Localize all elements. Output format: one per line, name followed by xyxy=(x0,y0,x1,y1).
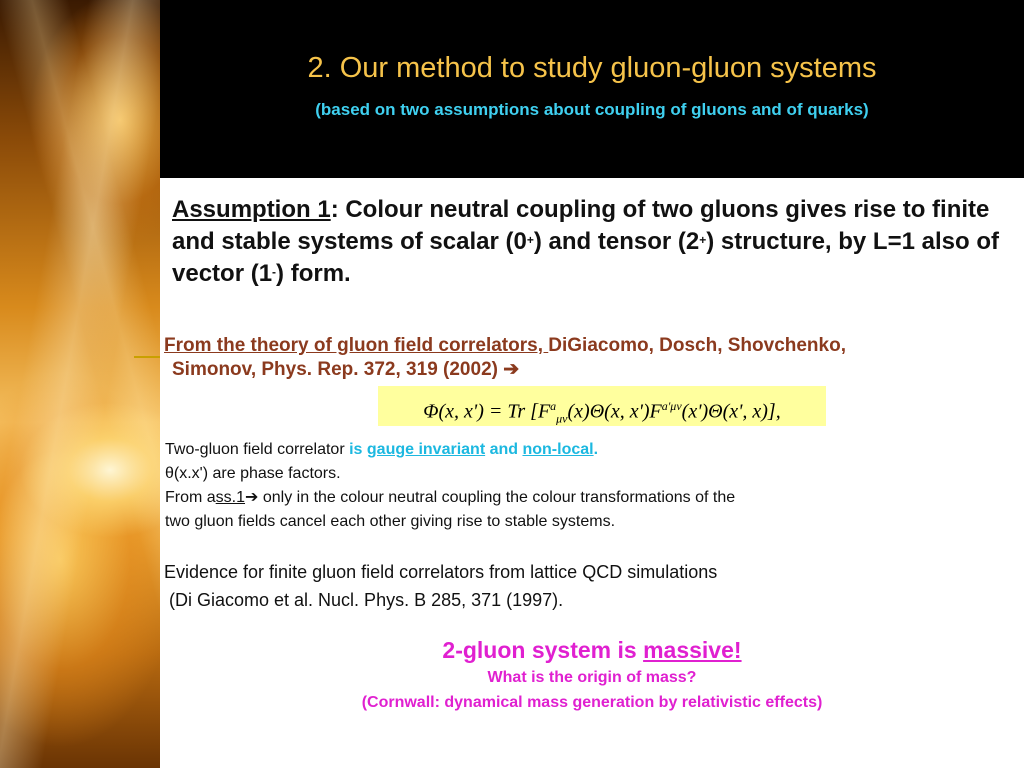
gauge-invariant-link[interactable]: gauge invariant xyxy=(366,441,486,458)
assumption-text-b: ) and tensor (2 xyxy=(533,228,700,255)
slide-header xyxy=(160,0,1024,178)
assumption-text-c: ) structure, by L=1 also of vector (1 xyxy=(172,228,999,287)
reference-link[interactable]: From the theory of gluon field correlators, xyxy=(164,335,549,356)
body-line-2: θ(x.x') are phase factors. xyxy=(165,465,341,482)
formula-f1-sup: a xyxy=(550,399,557,413)
reference-citation: Simonov, Phys. Rep. 372, 319 (2002) xyxy=(172,359,504,380)
cornwall-note: (Cornwall: dynamical mass generation by relativistic effects) xyxy=(361,694,823,711)
assumption-text-a: : Colour neutral coupling of two gluons gives rise to finite and stable systems of scalar (0 xyxy=(172,196,990,255)
formula-f1-sub: μν xyxy=(556,411,568,426)
massive-link[interactable]: massive! xyxy=(643,637,742,663)
body-text-span: Two-gluon field correlator xyxy=(165,441,350,458)
formula-lhs: Φ(x, x') = Tr [F xyxy=(423,400,551,423)
highlight-period: . xyxy=(593,441,599,458)
assumption-1-paragraph xyxy=(172,194,1002,290)
correlator-formula xyxy=(378,386,826,426)
conclusion-block xyxy=(160,634,1024,716)
evidence-line-2: (Di Giacomo et al. Nucl. Phys. B 285, 371 (1997). xyxy=(164,590,564,610)
ass1-link[interactable]: ss.1 xyxy=(215,489,246,506)
formula-f2-sup: a'μν xyxy=(661,399,682,413)
correlator-description xyxy=(165,438,1005,534)
reference-line-2 xyxy=(164,358,1004,382)
highlight-and: and xyxy=(485,441,523,458)
assumption-sup-b: + xyxy=(699,233,707,247)
massive-line xyxy=(160,634,1024,666)
body-text-span: From a xyxy=(165,489,216,506)
decorative-light-band xyxy=(0,0,160,768)
assumption-label: Assumption 1 xyxy=(172,196,331,223)
reference-block xyxy=(164,334,1004,382)
body-line-3 xyxy=(165,486,1005,510)
evidence-line-1: Evidence for finite gluon field correlators from lattice QCD simulations xyxy=(164,562,718,582)
body-line-1 xyxy=(165,438,1005,462)
evidence-paragraph xyxy=(164,558,1004,614)
formula-rhs: (x')Θ(x', x)], xyxy=(681,400,781,423)
assumption-text-d: ) form. xyxy=(276,260,351,287)
reference-line-1 xyxy=(164,334,1004,358)
body-line-4: two gluon fields cancel each other giving rise to stable systems. xyxy=(165,513,616,530)
origin-question: What is the origin of mass? xyxy=(487,669,697,686)
non-local-link[interactable]: non-local xyxy=(522,441,594,458)
assumption-sup-a: + xyxy=(526,233,534,247)
highlight-is: is xyxy=(349,441,367,458)
arrow-icon: ➔ xyxy=(503,359,520,380)
slide-title: 2. Our method to study gluon-gluon systems xyxy=(307,52,877,84)
formula-mid: (x)Θ(x, x')F xyxy=(567,400,662,423)
slide-subtitle: (based on two assumptions about coupling of gluons and of quarks) xyxy=(315,100,869,119)
body-text-span: only in the colour neutral coupling the colour transformations of the xyxy=(258,489,736,506)
conclusion-text: 2-gluon system is xyxy=(442,637,644,663)
reference-dash xyxy=(134,356,160,358)
assumption-sup-c: - xyxy=(272,265,277,279)
arrow-icon: ➔ xyxy=(245,489,259,506)
reference-authors: DiGiacomo, Dosch, Shovchenko, xyxy=(548,335,846,356)
